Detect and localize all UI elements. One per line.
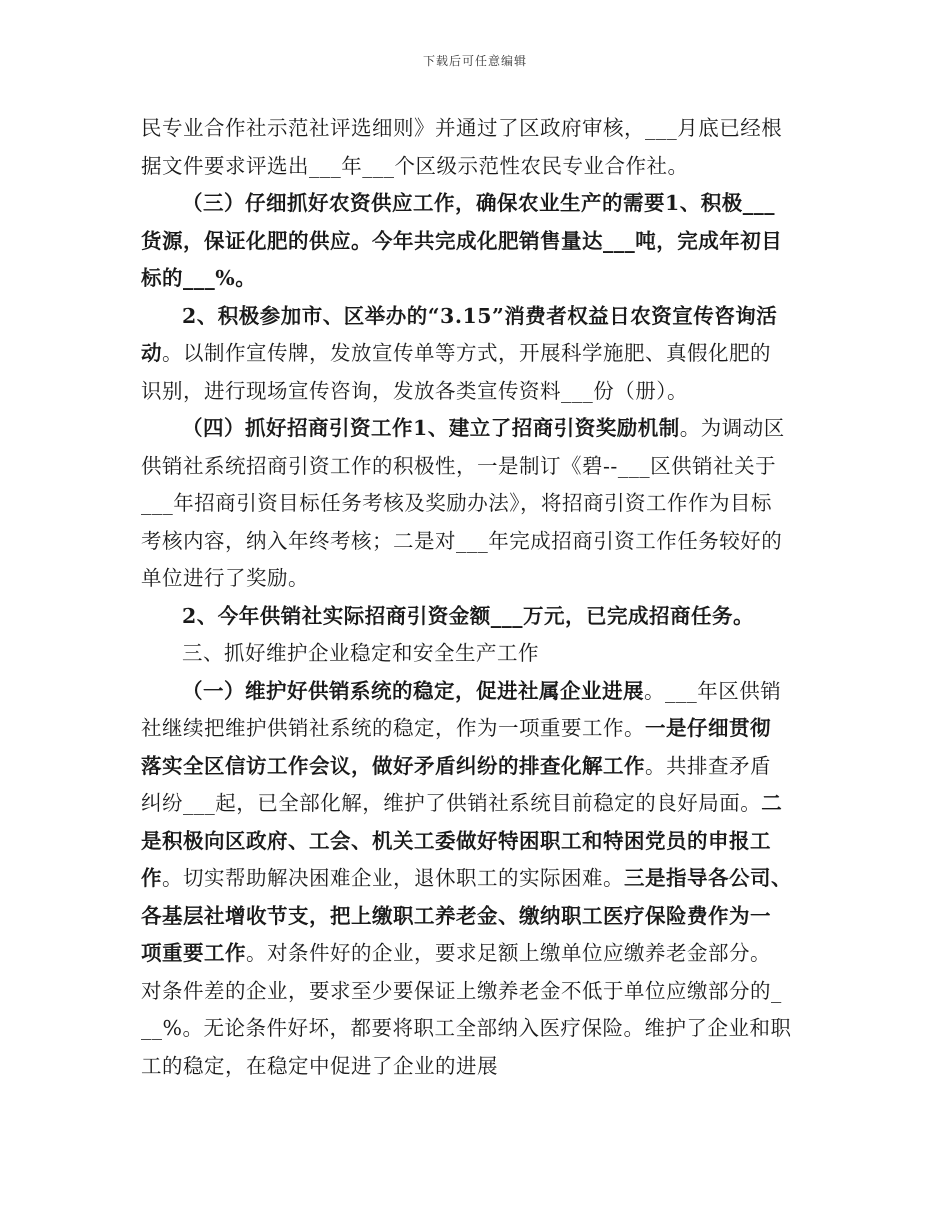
- text-segment: 识别，进行现场宣传咨询，发放各类宣传资料___份（册）。: [141, 378, 688, 403]
- text-segment: __%。无论条件好坏，都要将职工全部纳入医疗保险。维护了企业和职: [141, 1016, 792, 1040]
- text-line: [141, 785, 821, 823]
- text-line: [141, 1048, 821, 1086]
- text-segment: 考核内容，纳入年终考核；二是对___年完成招商引资工作任务较好的: [141, 528, 783, 553]
- bold-text-segment: 是积极向区政府、工会、机关工委做好特困职工和特困党员的申报工: [141, 828, 771, 853]
- text-segment: 供销社系统招商引资工作的积极性，一是制订《碧--___区供销社关于: [141, 453, 777, 478]
- text-line: [141, 185, 821, 223]
- text-line: [141, 973, 821, 1011]
- text-line: [141, 148, 821, 186]
- text-line: [141, 635, 821, 673]
- text-line: [141, 410, 821, 448]
- text-line: [141, 523, 821, 561]
- text-segment: 对条件差的企业，要求至少要保证上缴养老金不低于单位应缴部分的_: [141, 978, 782, 1003]
- text-line: [141, 485, 821, 523]
- bold-text-segment: 动: [141, 341, 162, 365]
- bold-text-segment: 二: [761, 791, 783, 815]
- text-segment: 单位进行了奖励。: [141, 566, 309, 590]
- text-line: [141, 448, 821, 486]
- text-line: [141, 898, 821, 936]
- text-segment: 。以制作宣传牌，发放宣传单等方式，开展科学施肥、真假化肥的: [162, 341, 771, 365]
- bold-text-segment: 作: [141, 866, 162, 890]
- text-segment: 纠纷___起，已全部化解，维护了供销社系统目前稳定的良好局面。: [141, 791, 762, 815]
- bold-text-segment: 各基层社增收节支，把上缴职工养老金、缴纳职工医疗保险费作为一: [141, 903, 771, 928]
- text-line: [141, 260, 821, 298]
- text-segment: 据文件要求评选出___年___个区级示范性农民专业合作社。: [141, 153, 689, 178]
- bold-text-segment: （三）仔细抓好农资供应工作，确保农业生产的需要1、积极___: [182, 191, 776, 215]
- text-segment: 民专业合作社示范社评选细则》并通过了区政府审核，___月底已经根: [141, 116, 783, 140]
- text-segment: 社继续把维护供销社系统的稳定，作为一项重要工作。: [141, 716, 645, 740]
- text-line: [141, 673, 821, 711]
- text-segment: 三、抓好维护企业稳定和安全生产工作: [182, 641, 539, 665]
- text-line: [141, 335, 821, 373]
- bold-text-segment: 落实全区信访工作会议，做好矛盾纠纷的排查化解工作: [141, 753, 645, 778]
- bold-text-segment: 货源，保证化肥的供应。今年共完成化肥销售量达___吨，完成年初目: [141, 228, 783, 253]
- bold-text-segment: 标的___%。: [141, 266, 257, 290]
- text-segment: 。___年区供销: [644, 678, 782, 703]
- text-line: [141, 710, 821, 748]
- text-line: [141, 860, 821, 898]
- bold-text-segment: 三是指导各公司、: [624, 866, 792, 890]
- text-line: [141, 748, 821, 786]
- text-line: [141, 935, 821, 973]
- text-line: [141, 1010, 821, 1048]
- bold-text-segment: 2、今年供销社实际招商引资金额___万元，已完成招商任务。: [182, 603, 755, 628]
- text-segment: 。对条件好的企业，要求足额上缴单位应缴养老金部分。: [246, 941, 771, 965]
- bold-text-segment: 一是仔细贯彻: [645, 716, 771, 740]
- text-line: [141, 298, 821, 336]
- text-segment: 工的稳定，在稳定中促进了企业的进展: [141, 1053, 498, 1078]
- bold-text-segment: 项重要工作: [141, 941, 246, 965]
- bold-text-segment: （四）抓好招商引资工作1、建立了招商引资奖励机制: [182, 416, 680, 440]
- text-segment: 。切实帮助解决困难企业，退休职工的实际困难。: [162, 866, 624, 890]
- bold-text-segment: 2、积极参加市、区举办的“3.15”消费者权益日农资宣传咨询活: [182, 303, 778, 328]
- text-line: [141, 823, 821, 861]
- text-line: [141, 223, 821, 261]
- text-line: [141, 598, 821, 636]
- text-line: [141, 373, 821, 411]
- page-header: 下载后可任意编辑: [422, 54, 527, 68]
- document-body: [141, 110, 821, 1085]
- text-segment: 。为调动区: [679, 416, 785, 440]
- text-segment: ___年招商引资目标任务考核及奖励办法》，将招商引资工作作为目标: [141, 491, 772, 515]
- text-line: [141, 560, 821, 598]
- bold-text-segment: （一）维护好供销系统的稳定，促进社属企业进展: [182, 678, 644, 703]
- text-line: [141, 110, 821, 148]
- text-segment: 。共排查矛盾: [645, 753, 771, 778]
